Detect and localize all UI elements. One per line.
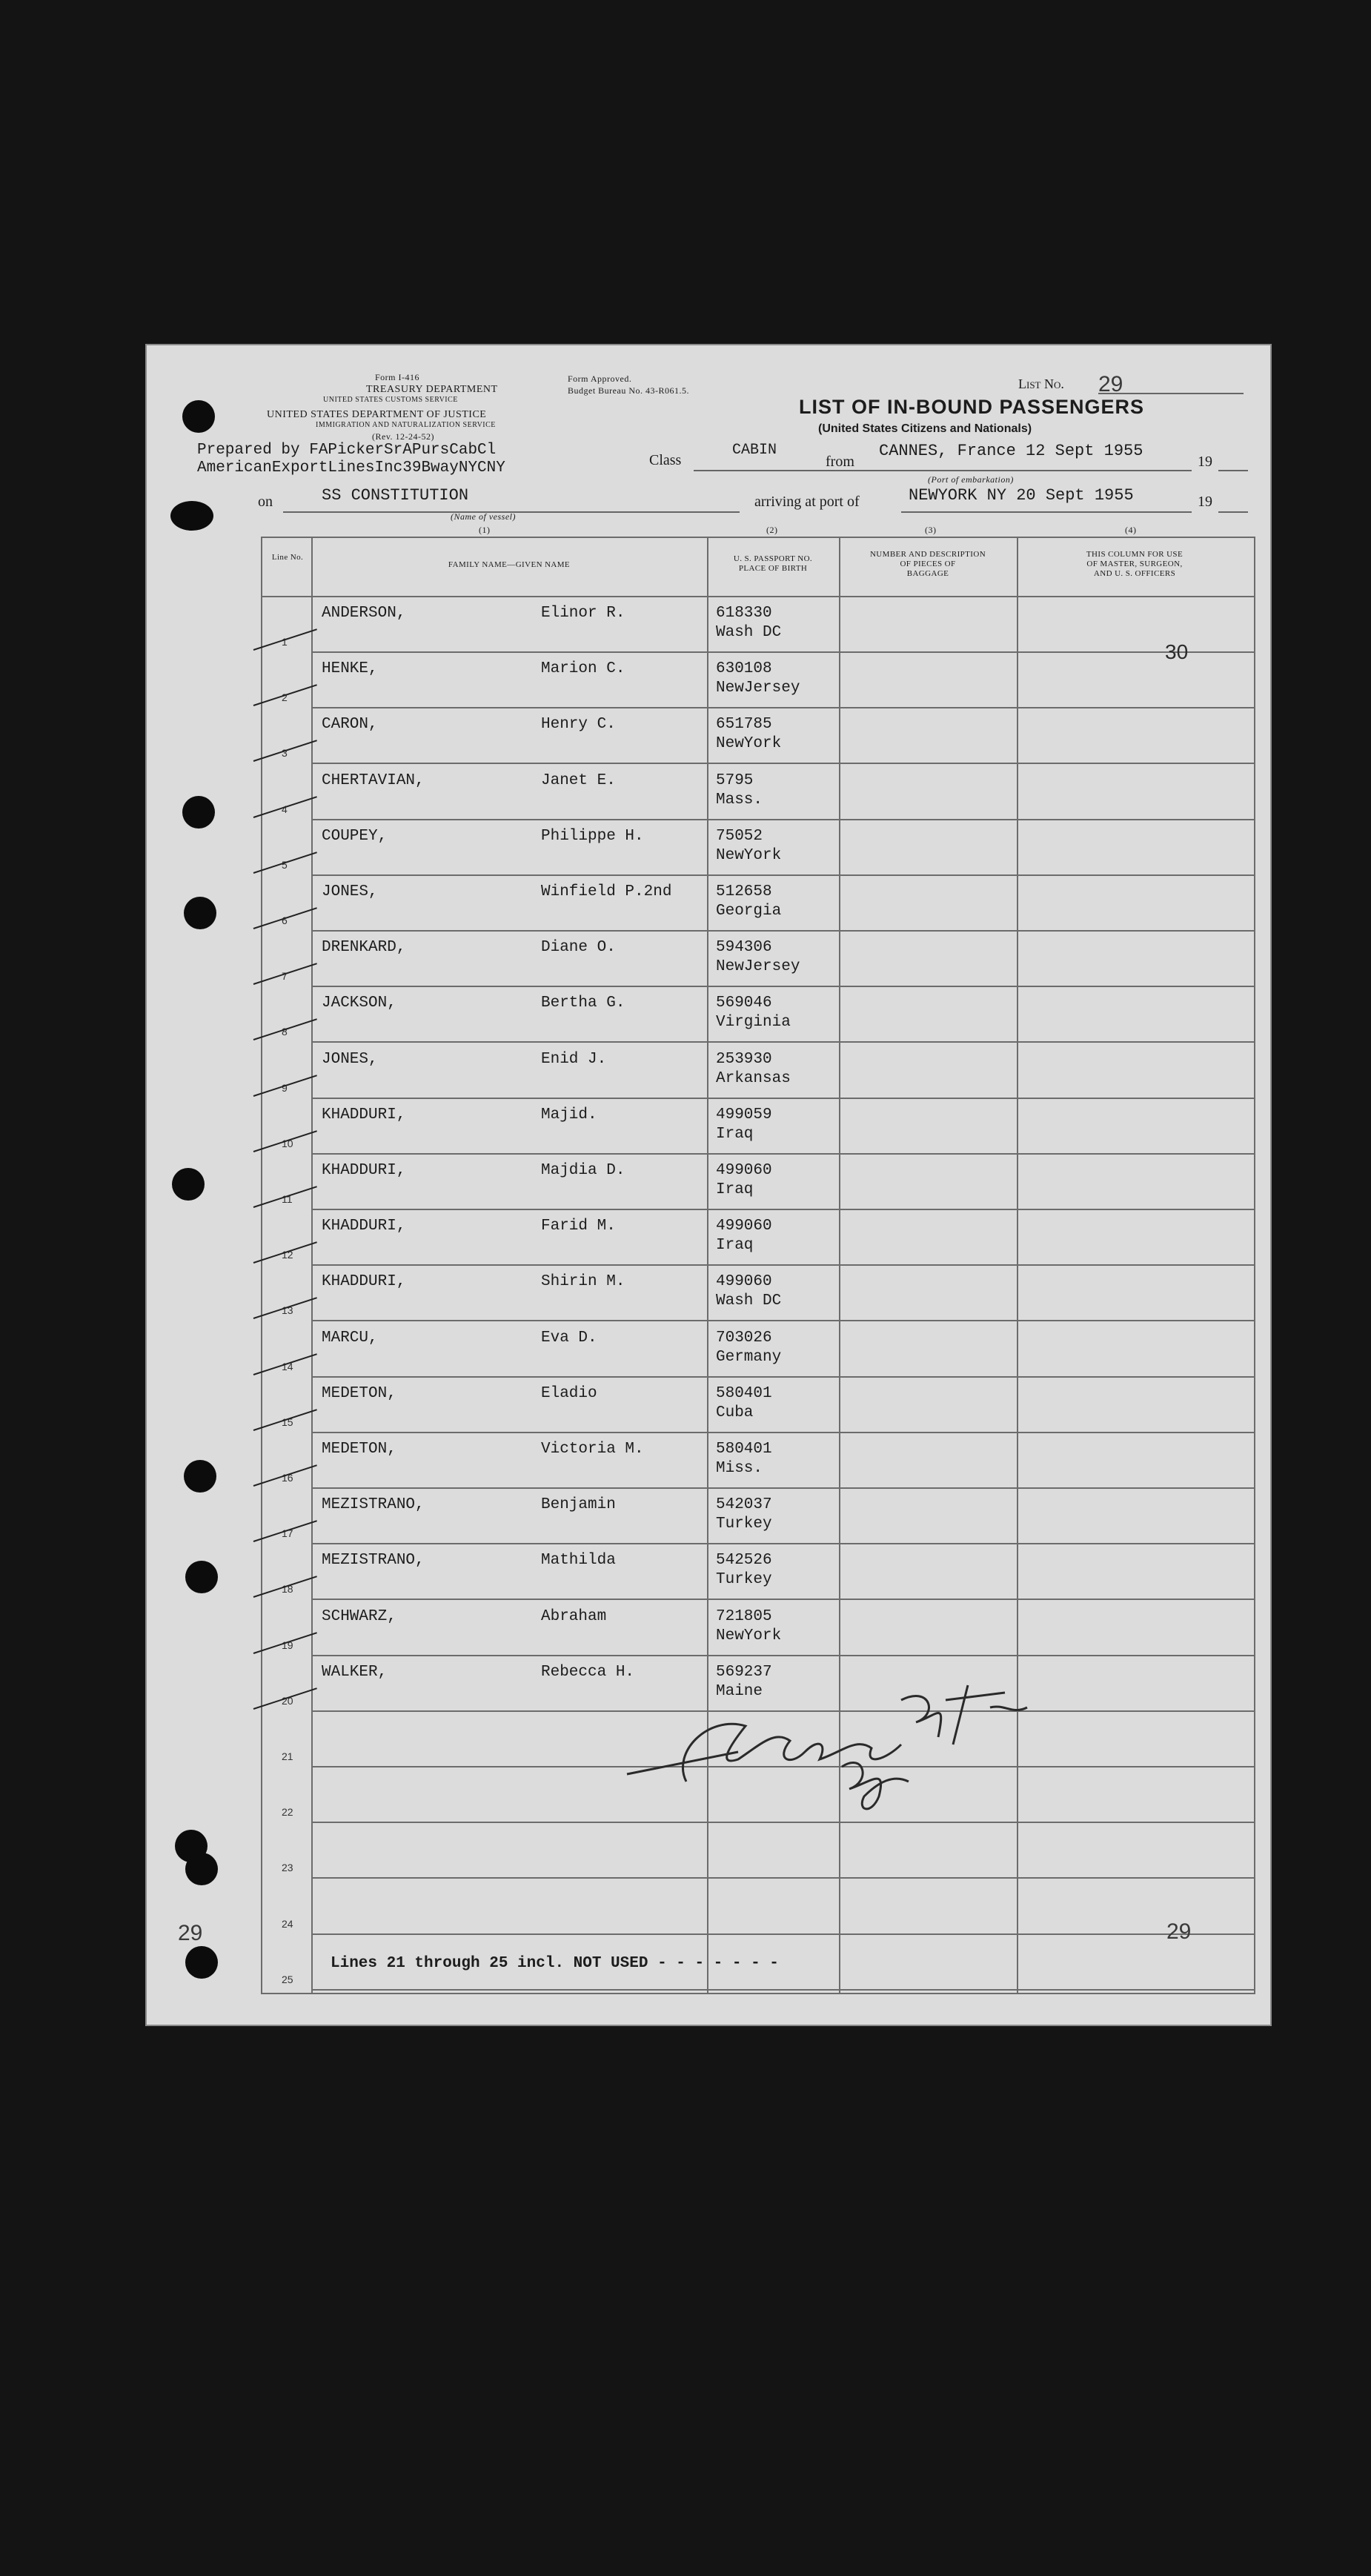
- on-label: on: [258, 494, 273, 510]
- place-of-birth: Maine: [716, 1682, 763, 1700]
- year-underline-1: [1218, 464, 1248, 471]
- class-value: CABIN: [732, 442, 777, 459]
- place-of-birth: Germany: [716, 1348, 782, 1366]
- port-embark-caption: (Port of embarkation): [928, 474, 1014, 485]
- passport-number: 5795: [716, 771, 754, 789]
- passport-number: 618330: [716, 605, 772, 622]
- family-name: CHERTAVIAN,: [322, 771, 425, 789]
- place-of-birth: Turkey: [716, 1516, 772, 1533]
- arriving-label: arriving at port of: [754, 494, 860, 510]
- passport-number: 542526: [716, 1552, 772, 1570]
- table-row: [262, 987, 1254, 1043]
- given-name: Bertha G.: [541, 995, 625, 1012]
- family-name: JONES,: [322, 1050, 378, 1068]
- given-name: Majdia D.: [541, 1162, 625, 1179]
- given-name: Diane O.: [541, 939, 616, 957]
- punch-hole: [185, 1946, 218, 1979]
- passport-number: 512658: [716, 883, 772, 900]
- given-name: Eladio: [541, 1384, 597, 1402]
- header-passport-line2: PLACE OF BIRTH: [738, 564, 808, 573]
- table-row: [262, 765, 1254, 820]
- family-name: MEDETON,: [322, 1441, 396, 1458]
- passport-number: 75052: [716, 827, 763, 845]
- year-suffix-1: 19: [1198, 454, 1212, 470]
- table-row: [262, 1879, 1254, 1935]
- header-name: FAMILY NAME—GIVEN NAME: [448, 560, 571, 569]
- list-no-label: List No.: [1018, 376, 1064, 391]
- punch-hole: [182, 796, 215, 829]
- given-name: Winfield P.2nd: [541, 883, 672, 900]
- passport-number: 499060: [716, 1162, 772, 1179]
- header-officers-line2: OF MASTER, SURGEON,: [1086, 560, 1183, 568]
- given-name: Farid M.: [541, 1218, 616, 1235]
- passport-number: 499059: [716, 1106, 772, 1123]
- table-row: [262, 1378, 1254, 1433]
- family-name: COUPEY,: [322, 827, 388, 845]
- line-number: 8: [282, 1026, 288, 1038]
- form-number: Form I-416: [375, 372, 419, 382]
- header-baggage-line1: NUMBER AND DESCRIPTION: [869, 550, 986, 559]
- passport-number: 630108: [716, 660, 772, 678]
- family-name: CARON,: [322, 716, 378, 734]
- table-row: [262, 597, 1254, 653]
- passport-number: 569237: [716, 1663, 772, 1681]
- table-row: [262, 1544, 1254, 1600]
- given-name: Victoria M.: [541, 1441, 644, 1458]
- family-name: MEDETON,: [322, 1384, 396, 1402]
- place-of-birth: Iraq: [716, 1125, 754, 1143]
- place-of-birth: Wash DC: [716, 624, 782, 641]
- table-row: [262, 1266, 1254, 1321]
- place-of-birth: Miss.: [716, 1460, 763, 1477]
- revision-date: (Rev. 12-24-52): [372, 431, 435, 442]
- line-number: 23: [282, 1862, 293, 1874]
- punch-hole: [172, 1168, 205, 1201]
- footer-note: Lines 21 through 25 incl. NOT USED - - - - - - -: [331, 1955, 779, 1972]
- given-name: Henry C.: [541, 716, 616, 734]
- place-of-birth: NewJersey: [716, 958, 800, 976]
- family-name: MARCU,: [322, 1329, 378, 1347]
- passport-number: 499060: [716, 1273, 772, 1291]
- line-number: 14: [282, 1360, 293, 1372]
- officer-signature: [620, 1670, 1035, 1819]
- place-of-birth: NewJersey: [716, 680, 800, 697]
- passport-number: 651785: [716, 716, 772, 734]
- line-number: 24: [282, 1917, 293, 1930]
- company-address: AmericanExportLinesInc39BwayNYCNY: [197, 459, 505, 477]
- punch-hole: [185, 1853, 218, 1885]
- class-label: Class: [649, 452, 682, 468]
- place-of-birth: Turkey: [716, 1571, 772, 1589]
- table-row: [262, 708, 1254, 764]
- family-name: WALKER,: [322, 1663, 388, 1681]
- table-row: [262, 1489, 1254, 1544]
- given-name: Benjamin: [541, 1496, 616, 1514]
- given-name: Eva D.: [541, 1329, 597, 1347]
- table-row: [262, 1601, 1254, 1656]
- line-number: 7: [282, 970, 288, 983]
- line-number: 25: [282, 1973, 293, 1985]
- from-value: CANNES, France 12 Sept 1955: [879, 442, 1143, 460]
- passport-number: 580401: [716, 1384, 772, 1402]
- table-row: [262, 653, 1254, 708]
- year-suffix-2: 19: [1198, 494, 1212, 510]
- place-of-birth: Wash DC: [716, 1292, 782, 1310]
- line-number: 19: [282, 1639, 293, 1651]
- header-baggage: [839, 550, 1017, 579]
- year-underline-2: [1218, 505, 1248, 513]
- given-name: Mathilda: [541, 1552, 616, 1570]
- given-name: Enid J.: [541, 1050, 607, 1068]
- table-row: [262, 1043, 1254, 1099]
- punch-hole: [182, 400, 215, 433]
- col-num-3: (3): [925, 525, 937, 535]
- line-number: 10: [282, 1137, 293, 1149]
- family-name: SCHWARZ,: [322, 1607, 396, 1625]
- treasury-dept: TREASURY DEPARTMENT: [366, 384, 498, 395]
- line-number: 11: [282, 1193, 293, 1205]
- family-name: ANDERSON,: [322, 605, 406, 622]
- vessel-caption: (Name of vessel): [451, 511, 516, 522]
- family-name: MEZISTRANO,: [322, 1496, 425, 1514]
- family-name: DRENKARD,: [322, 939, 406, 957]
- table-row: [262, 1433, 1254, 1489]
- prepared-by: Prepared by FAPickerSrAPursCabCl: [197, 442, 497, 459]
- header-passport: [707, 554, 839, 574]
- passport-number: 580401: [716, 1441, 772, 1458]
- arriving-value: NEWYORK NY 20 Sept 1955: [909, 486, 1134, 505]
- line-number: 1: [282, 636, 288, 648]
- punch-hole: [170, 501, 213, 531]
- family-name: HENKE,: [322, 660, 378, 678]
- place-of-birth: Georgia: [716, 903, 782, 920]
- header-baggage-line3: BAGGAGE: [906, 569, 949, 578]
- given-name: Abraham: [541, 1607, 607, 1625]
- family-name: KHADDURI,: [322, 1273, 406, 1291]
- line-number: 5: [282, 858, 288, 871]
- col-num-2: (2): [766, 525, 778, 535]
- place-of-birth: Arkansas: [716, 1069, 791, 1087]
- corner-number-left: 29: [178, 1921, 203, 1945]
- place-of-birth: Virginia: [716, 1014, 791, 1032]
- budget-bureau: Budget Bureau No. 43-R061.5.: [568, 385, 689, 396]
- col-num-1: (1): [479, 525, 491, 535]
- place-of-birth: NewYork: [716, 1627, 782, 1644]
- given-name: Shirin M.: [541, 1273, 625, 1291]
- table-row: [262, 876, 1254, 932]
- line-number: 21: [282, 1750, 293, 1762]
- place-of-birth: NewYork: [716, 735, 782, 753]
- header-officers: [1017, 550, 1252, 579]
- line-number: 20: [282, 1694, 293, 1707]
- header-officers-line3: AND U. S. OFFICERS: [1093, 569, 1176, 578]
- punch-hole: [185, 1561, 218, 1593]
- table-row: [262, 1823, 1254, 1879]
- header-passport-line1: U. S. PASSPORT NO.: [733, 554, 813, 563]
- margin-count: 30: [1165, 640, 1189, 663]
- table-row: [262, 932, 1254, 987]
- passport-number: 569046: [716, 995, 772, 1012]
- naturalization-service: IMMIGRATION AND NATURALIZATION SERVICE: [316, 421, 496, 429]
- line-number: 17: [282, 1527, 293, 1540]
- family-name: KHADDURI,: [322, 1162, 406, 1179]
- line-number: 6: [282, 914, 288, 926]
- list-number: 29: [1098, 372, 1123, 396]
- passport-number: 542037: [716, 1496, 772, 1514]
- table-row: [262, 1322, 1254, 1378]
- line-number: 13: [282, 1304, 293, 1317]
- from-label: from: [826, 454, 854, 470]
- punch-hole: [184, 897, 216, 929]
- from-underline: [864, 464, 1192, 471]
- document-page: [145, 344, 1272, 2026]
- passport-number: 253930: [716, 1050, 772, 1068]
- form-title: LIST OF IN-BOUND PASSENGERS: [799, 396, 1145, 418]
- place-of-birth: Mass.: [716, 791, 763, 809]
- line-number: 18: [282, 1583, 293, 1596]
- line-number: 15: [282, 1415, 293, 1428]
- line-number: 4: [282, 803, 288, 815]
- family-name: KHADDURI,: [322, 1106, 406, 1123]
- family-name: JONES,: [322, 883, 378, 900]
- place-of-birth: Cuba: [716, 1404, 754, 1421]
- form-approved: Form Approved.: [568, 374, 632, 384]
- passport-number: 721805: [716, 1607, 772, 1625]
- passport-number: 499060: [716, 1218, 772, 1235]
- table-row: [262, 1155, 1254, 1210]
- table-row: [262, 1099, 1254, 1155]
- punch-hole: [184, 1460, 216, 1493]
- line-number: 22: [282, 1806, 293, 1819]
- place-of-birth: Iraq: [716, 1181, 754, 1198]
- line-number: 3: [282, 747, 288, 760]
- given-name: Rebecca H.: [541, 1663, 635, 1681]
- line-number: 2: [282, 691, 288, 704]
- vessel-name: SS CONSTITUTION: [322, 486, 469, 505]
- given-name: Philippe H.: [541, 827, 644, 845]
- place-of-birth: Iraq: [716, 1237, 754, 1255]
- table-row: [262, 1210, 1254, 1266]
- col-num-4: (4): [1125, 525, 1137, 535]
- line-number: 12: [282, 1249, 293, 1261]
- corner-number-right: 29: [1166, 1919, 1192, 1944]
- passport-number: 703026: [716, 1329, 772, 1347]
- line-number: 9: [282, 1081, 288, 1094]
- given-name: Elinor R.: [541, 605, 625, 622]
- arriving-underline: [901, 505, 1192, 513]
- place-of-birth: NewYork: [716, 846, 782, 864]
- line-number: 16: [282, 1472, 293, 1484]
- family-name: JACKSON,: [322, 995, 396, 1012]
- header-baggage-line2: OF PIECES OF: [900, 560, 956, 568]
- table-row: [262, 820, 1254, 876]
- form-subtitle: (United States Citizens and Nationals): [818, 422, 1032, 435]
- customs-service: UNITED STATES CUSTOMS SERVICE: [323, 396, 458, 404]
- justice-dept: UNITED STATES DEPARTMENT OF JUSTICE: [267, 409, 487, 420]
- header-officers-line1: THIS COLUMN FOR USE: [1086, 550, 1184, 559]
- family-name: MEZISTRANO,: [322, 1552, 425, 1570]
- header-line-no: Line No.: [271, 553, 304, 562]
- given-name: Janet E.: [541, 771, 616, 789]
- passport-number: 594306: [716, 939, 772, 957]
- given-name: Marion C.: [541, 660, 625, 678]
- family-name: KHADDURI,: [322, 1218, 406, 1235]
- given-name: Majid.: [541, 1106, 597, 1123]
